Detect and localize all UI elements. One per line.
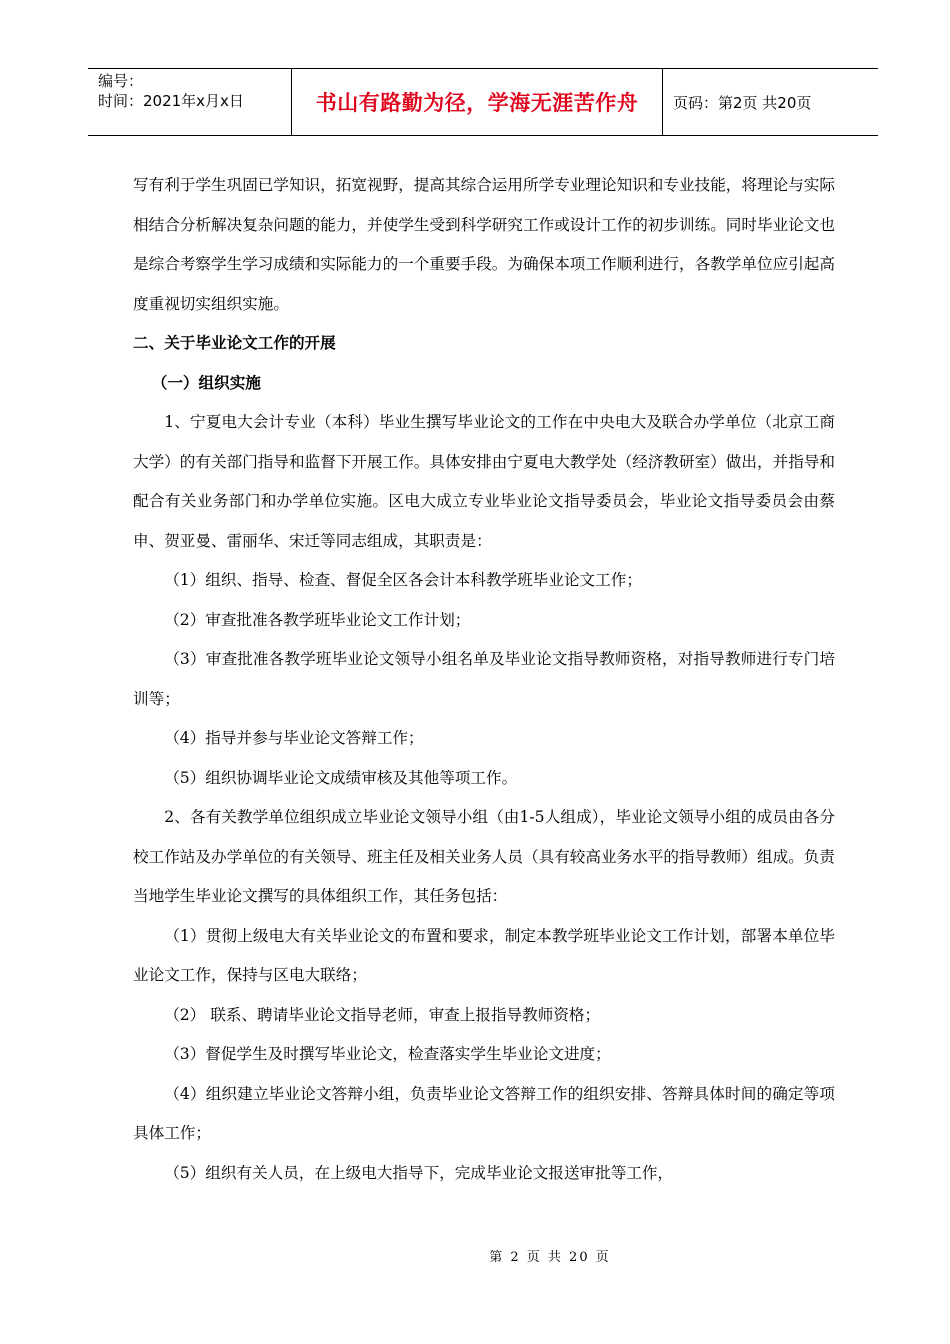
list-item: （5）组织协调毕业论文成绩审核及其他等项工作。 xyxy=(164,768,518,787)
page-header xyxy=(88,68,878,136)
subsection-heading: （一）组织实施 xyxy=(151,373,261,392)
list-item: （4）组织建立毕业论文答辩小组，负责毕业论文答辩工作的组织安排、答辩具体时间的确定等项具体工作； xyxy=(133,1084,835,1142)
section-heading: 二、关于毕业论文工作的开展 xyxy=(133,334,336,352)
list-item: （2）审查批准各教学班毕业论文工作计划； xyxy=(164,610,471,629)
list-item: （2） 联系、聘请毕业论文指导老师，审查上报指导教师资格； xyxy=(164,1005,601,1024)
list-item: （5）组织有关人员，在上级电大指导下，完成毕业论文报送审批等工作， xyxy=(164,1163,674,1182)
paragraph: 写有利于学生巩固已学知识，拓宽视野，提高其综合运用所学专业理论知识和专业技能，将理论与实际相结合分析解决复杂问题的能力，并使学生受到科学研究工作或设计工作的初步训练。同时毕业论文也是综合考察学生学习成绩和实际能力的一个重要手段。为确保本项工作顺利进行，各教学单位应引起高度重视切实组织实施。 xyxy=(133,176,835,313)
page-footer: 第 2 页 共 20 页 xyxy=(489,1250,611,1265)
paragraph: 1、宁夏电大会计专业（本科）毕业生撰写毕业论文的工作在中央电大及联合办学单位（北京工商大学）的有关部门指导和监督下开展工作。具体安排由宁夏电大教学处（经济教研室）做出，并指导和配合有关业务部门和办学单位实施。区电大成立专业毕业论文指导委员会，毕业论文指导委员会由蔡申、贺亚曼、雷丽华、宋迁等同志组成，其职责是： xyxy=(133,413,835,550)
header-motto: 书山有路勤为径，学海无涯苦作舟 xyxy=(291,69,663,135)
paragraph: 2、各有关教学单位组织成立毕业论文领导小组（由1-5人组成），毕业论文领导小组的成员由各分校工作站及办学单位的有关领导、班主任及相关业务人员（具有较高业务水平的指导教师）组成。负责当地学生毕业论文撰写的具体组织工作，其任务包括： xyxy=(133,808,835,905)
list-item: （4）指导并参与毕业论文答辩工作； xyxy=(164,729,424,747)
list-item: （3）审查批准各教学班毕业论文领导小组名单及毕业论文指导教师资格，对指导教师进行专门培训等； xyxy=(133,650,835,708)
document-body xyxy=(133,166,835,1193)
header-left-cell xyxy=(88,69,291,135)
header-page-code: 页码：第2页 共20页 xyxy=(673,93,812,112)
list-item: （1）组织、指导、检查、督促全区各会计本科教学班毕业论文工作； xyxy=(164,571,642,589)
serial-number-label: 编号： xyxy=(98,72,144,90)
time-label: 时间：2021年x月x日 xyxy=(98,92,244,110)
list-item: （3）督促学生及时撰写毕业论文，检查落实学生毕业论文进度； xyxy=(164,1045,611,1063)
list-item: （1）贯彻上级电大有关毕业论文的布置和要求，制定本教学班毕业论文工作计划，部署本单位毕业论文工作，保持与区电大联络； xyxy=(133,926,835,984)
